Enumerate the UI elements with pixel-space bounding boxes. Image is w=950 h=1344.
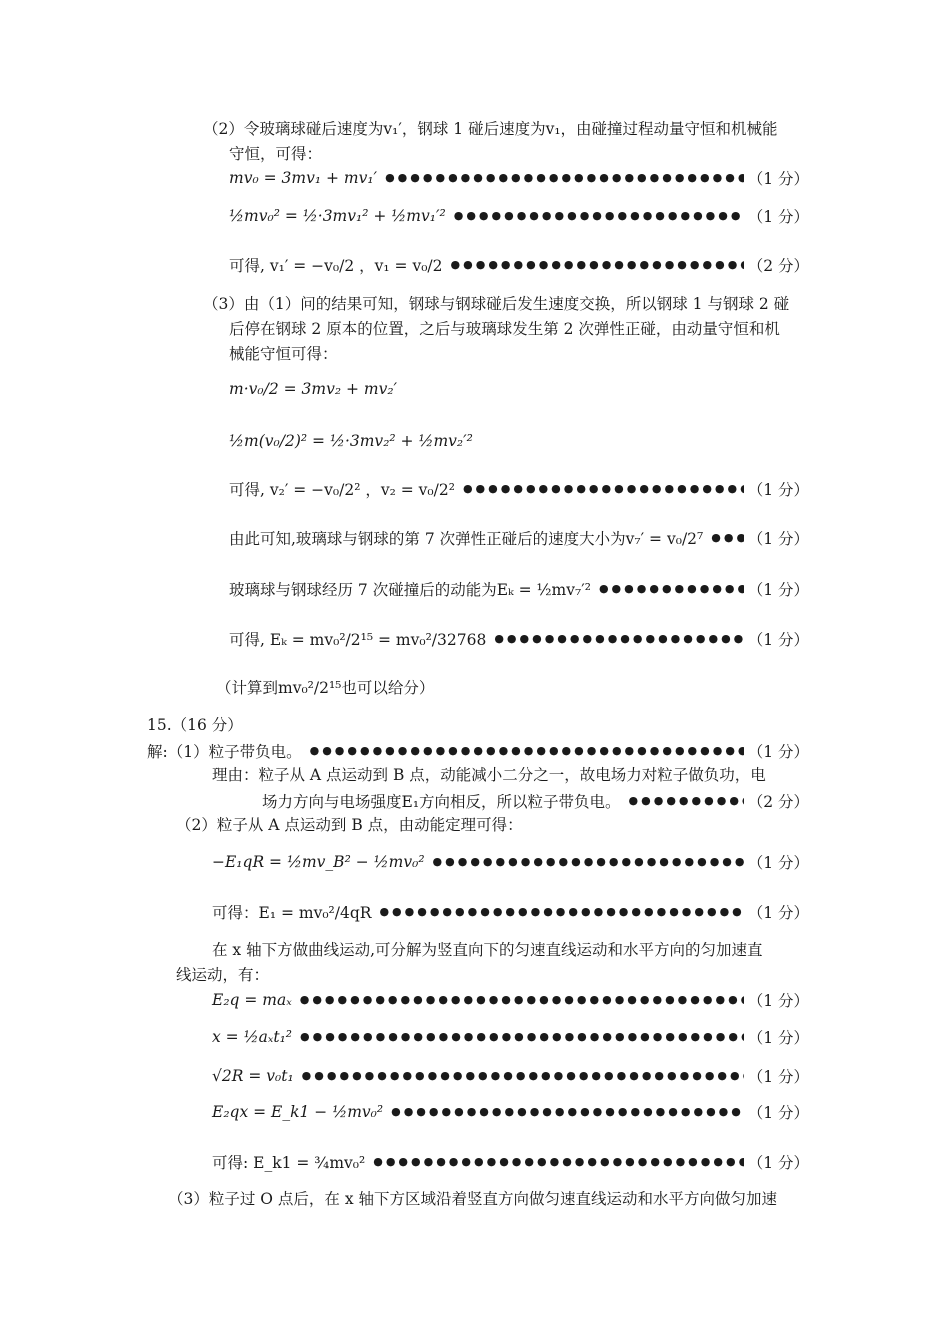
leader-dots [300, 985, 744, 1015]
q15-reason2-row [262, 786, 809, 816]
part3-line2: 后停在钢球 2 原本的位置，之后与玻璃球发生第 2 次弹性正碰，由动量守恒和机 [229, 320, 780, 338]
part3-line1: （3）由（1）问的结果可知，钢球与钢球碰后发生速度交换，所以钢球 1 与钢球 2 碰 [203, 295, 790, 313]
leader-dots [711, 523, 743, 553]
score-label: （1 分） [747, 170, 809, 188]
q15-eq7-row [212, 1147, 809, 1177]
score-label: （2 分） [747, 793, 809, 811]
leader-dots [629, 786, 744, 816]
leader-dots [454, 201, 744, 231]
q15-eq1-row [212, 847, 809, 877]
q15-eq5-row [212, 1061, 809, 1091]
leader-dots [302, 1061, 744, 1091]
part3-eq1: m·v₀/2 = 3mv₂ + mv₂′ [229, 380, 398, 398]
q15-eq3: E₂q = maₓ [212, 991, 292, 1009]
part2-eq1: mv₀ = 3mv₁ + mv₁′ [229, 169, 378, 187]
part2-intro-line2: 守恒，可得： [229, 145, 323, 163]
score-label: （1 分） [747, 1029, 809, 1047]
score-label: （1 分） [747, 992, 809, 1010]
leader-dots [373, 1147, 743, 1177]
q15-header: 15.（16 分） [147, 716, 243, 734]
part3-eq6-row [229, 624, 809, 654]
q15-reason-line1: 理由：粒子从 A 点运动到 B 点，动能减小二分之一，故电场力对粒子做负功，电 [212, 766, 766, 784]
part2-eq3-row [229, 250, 809, 280]
q15-eq2-row [212, 897, 809, 927]
q15-eq5: √2R = v₀t₁ [212, 1067, 294, 1085]
q15-a3: （3）粒子过 O 点后，在 x 轴下方区域沿着竖直方向做匀速直线运动和水平方向做匀加速 [168, 1190, 778, 1208]
part3-note: （计算到mv₀²/2¹⁵也可以给分） [216, 679, 435, 697]
q15-eq2: 可得：E₁ = mv₀²/4qR [212, 904, 372, 922]
q15-a1-row [147, 736, 809, 766]
part3-eq6: 可得, Eₖ = mv₀²/2¹⁵ = mv₀²/32768 [229, 631, 487, 649]
leader-dots [433, 847, 744, 877]
part3-eq3-row [229, 474, 809, 504]
q15-eq4-row [212, 1022, 809, 1052]
part3-line3: 械能守恒可得： [229, 345, 338, 363]
score-label: （1 分） [747, 631, 809, 649]
q15-eq4: x = ½aₓt₁² [212, 1028, 293, 1046]
q15-eq6: E₂qx = E_k1 − ½mv₀² [212, 1103, 384, 1121]
leader-dots [385, 163, 744, 193]
score-label: （1 分） [747, 904, 809, 922]
score-label: （1 分） [747, 481, 809, 499]
q15-a2: （2）粒子从 A 点运动到 B 点，由动能定理可得： [176, 816, 523, 834]
q15-eq6-row [212, 1097, 809, 1127]
score-label: （1 分） [747, 530, 809, 548]
part2-eq2: ½mv₀² = ½·3mv₁² + ½mv₁′² [229, 207, 446, 225]
part3-eq4: 由此可知,玻璃球与钢球的第 7 次弹性正碰后的速度大小为v₇′ = v₀/2⁷ [229, 530, 704, 548]
part3-eq2: ½m(v₀/2)² = ½·3mv₂² + ½mv₂′² [229, 432, 473, 450]
score-label: （1 分） [747, 581, 809, 599]
q15-eq7: 可得: E_k1 = ¾mv₀² [212, 1154, 366, 1172]
leader-dots [300, 1022, 744, 1052]
q15-eq3-row [212, 985, 809, 1015]
part2-intro-line1: （2）令玻璃球碰后速度为v₁′，钢球 1 碰后速度为v₁，由碰撞过程动量守恒和机械能 [203, 120, 778, 138]
score-label: （1 分） [747, 743, 809, 761]
leader-dots [451, 250, 744, 280]
part2-eq2-row [229, 201, 809, 231]
score-label: （1 分） [747, 1068, 809, 1086]
part3-eq4-row [229, 523, 809, 553]
part2-eq3: 可得, v₁′ = −v₀/2 ，v₁ = v₀/2 [229, 257, 443, 275]
part3-eq5: 玻璃球与钢球经历 7 次碰撞后的动能为Eₖ = ½mv₇′² [229, 581, 591, 599]
q15-eq1: −E₁qR = ½mv_B² − ½mv₀² [212, 853, 425, 871]
part3-eq5-row [229, 574, 809, 604]
leader-dots [599, 574, 744, 604]
part3-eq3: 可得, v₂′ = −v₀/2² ，v₂ = v₀/2² [229, 481, 455, 499]
q15-text-line1: 在 x 轴下方做曲线运动,可分解为竖直向下的匀速直线运动和水平方向的匀加速直 [212, 941, 763, 959]
leader-dots [494, 624, 743, 654]
leader-dots [310, 736, 744, 766]
score-label: （1 分） [747, 854, 809, 872]
part2-eq1-row [229, 163, 809, 193]
score-label: （2 分） [747, 257, 809, 275]
leader-dots [379, 897, 743, 927]
q15-reason-line2: 场力方向与电场强度E₁方向相反，所以粒子带负电。 [262, 793, 621, 811]
q15-text-line2: 线运动，有： [176, 966, 270, 984]
leader-dots [391, 1097, 744, 1127]
leader-dots [463, 474, 744, 504]
score-label: （1 分） [747, 208, 809, 226]
score-label: （1 分） [747, 1154, 809, 1172]
score-label: （1 分） [747, 1104, 809, 1122]
q15-a1: 解:（1）粒子带负电。 [147, 743, 302, 761]
